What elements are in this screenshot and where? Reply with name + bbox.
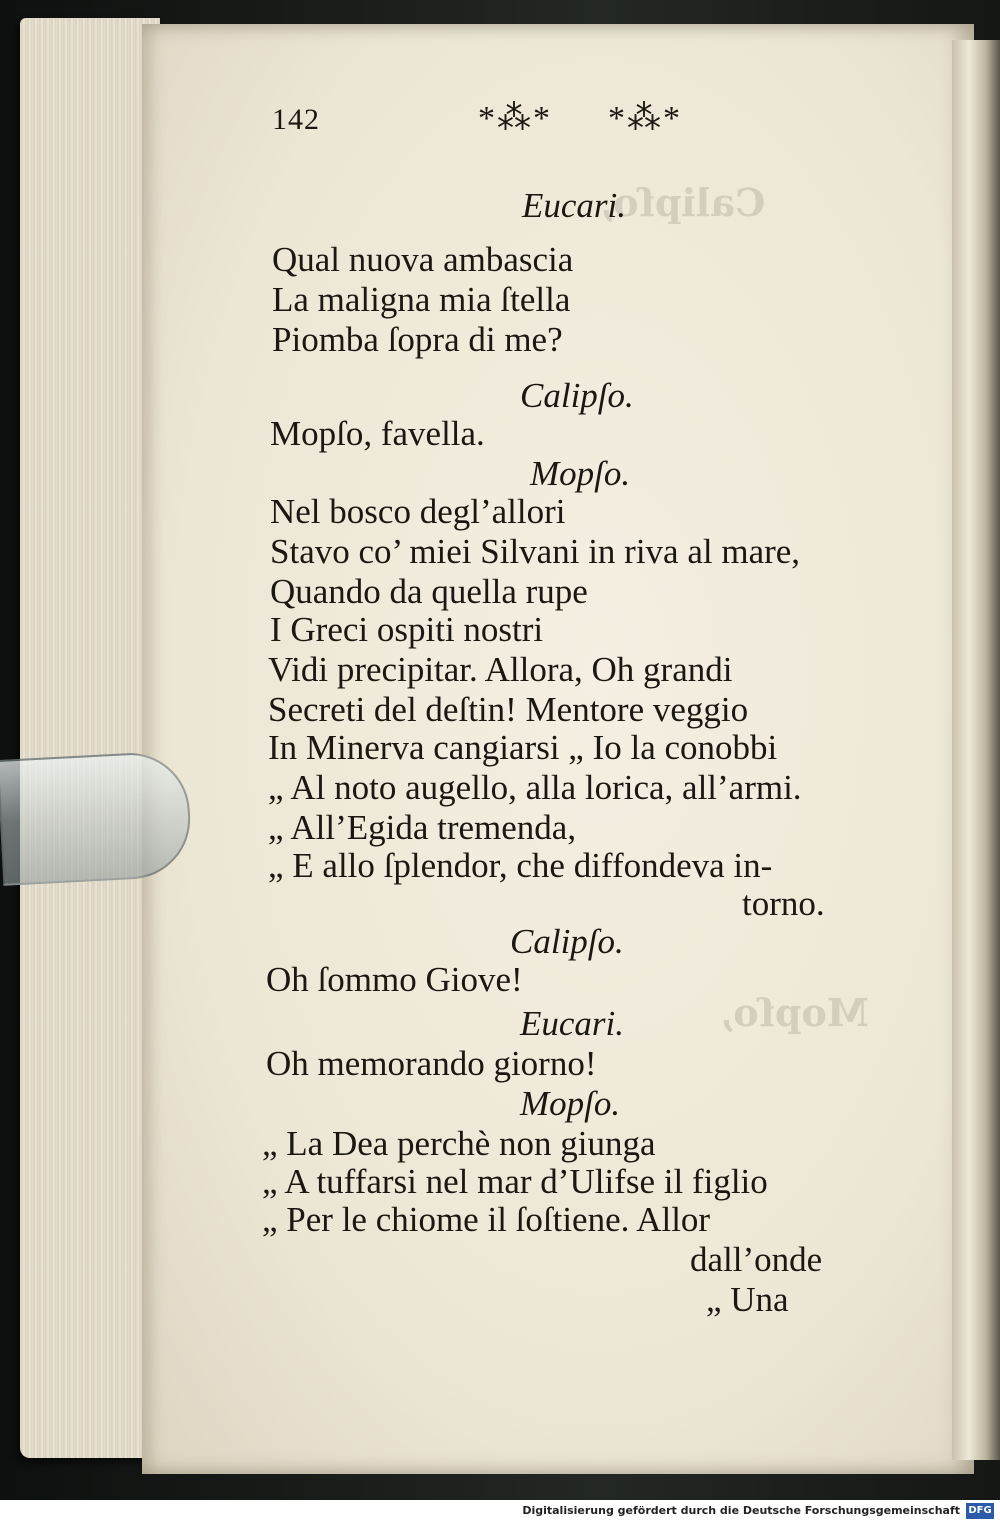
verse-line: La maligna mia ſtella	[272, 280, 571, 319]
verse-line: Vidi precipitar. Allora, Oh grandi	[268, 650, 733, 689]
verse-line: „ Al noto augello, alla lorica, all’armi.	[268, 768, 802, 807]
verse-line: Nel bosco degl’allori	[270, 492, 566, 531]
verse-line: Secreti del deſtin! Mentore veggio	[268, 690, 749, 729]
verse-line: Qual nuova ambascia	[272, 240, 574, 279]
show-through: Mopſo,	[720, 990, 869, 1035]
verse-line: In Minerva cangiarsi „ Io la conobbi	[268, 728, 778, 767]
verse-line: Stavo co’ miei Silvani in riva al mare,	[270, 532, 801, 571]
speaker-name: Eucari.	[522, 186, 627, 225]
verse-line: „ A tuffarsi nel mar d’Ulifse il figlio	[262, 1162, 768, 1201]
verse-line: Quando da quella rupe	[270, 572, 588, 611]
speaker-name: Calipſo.	[510, 922, 624, 961]
verse-line: „ E allo ſplendor, che diffondeva in-	[268, 846, 773, 885]
verse-line: „ All’Egida tremenda,	[268, 808, 577, 847]
verse-line: „ Una	[706, 1280, 789, 1319]
page-number: 142	[272, 103, 320, 136]
ornament-left: *⁂*	[478, 100, 552, 137]
verse-line: „ Per le chiome il ſoſtiene. Allor	[262, 1200, 711, 1239]
verse-line: Oh memorando giorno!	[266, 1044, 597, 1083]
verse-line: torno.	[742, 884, 825, 923]
digitization-footer	[0, 1500, 1000, 1524]
speaker-name: Mopſo.	[530, 454, 631, 493]
verse-line: Mopſo, favella.	[270, 414, 485, 453]
verse-line: dall’onde	[690, 1240, 823, 1279]
verse-line: Piomba ſopra di me?	[272, 320, 563, 359]
ornament-right: *⁂*	[608, 100, 682, 137]
speaker-name: Mopſo.	[520, 1084, 621, 1123]
show-through: Calipſo,	[600, 180, 766, 225]
speaker-name: Calipſo.	[520, 376, 634, 415]
speaker-name: Eucari.	[520, 1004, 625, 1043]
dfg-logo-icon: DFG	[966, 1503, 994, 1519]
verse-line: I Greci ospiti nostri	[270, 610, 544, 649]
verse-line: „ La Dea perchè non giunga	[262, 1124, 656, 1163]
verse-line: Oh ſommo Giove!	[266, 960, 523, 999]
funding-credit: Digitalisierung gefördert durch die Deutsche Forschungsgemeinschaft	[522, 1504, 960, 1517]
